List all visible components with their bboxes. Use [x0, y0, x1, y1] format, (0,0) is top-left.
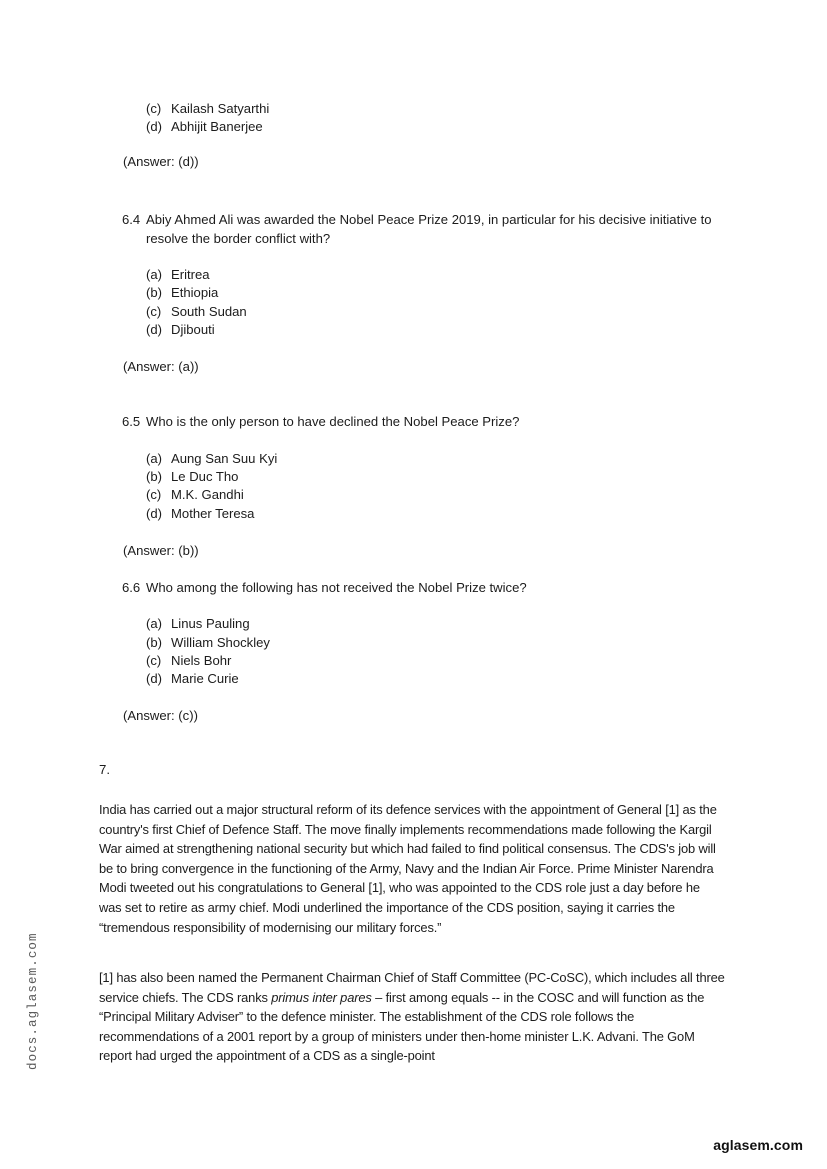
list-item [146, 505, 254, 524]
question-number: 6.4 [122, 212, 141, 227]
question-text: Who is the only person to have declined the Nobel Peace Prize? [146, 414, 520, 429]
list-item [146, 486, 244, 505]
option-text: Aung San Suu Kyi [171, 451, 278, 466]
question-text: Who among the following has not received the Nobel Prize twice? [146, 580, 527, 595]
list-item [146, 634, 270, 653]
list-item [146, 284, 218, 303]
option-label: (c) [146, 101, 162, 116]
option-label: (c) [146, 653, 162, 668]
option-label: (d) [146, 322, 163, 337]
option-label: (b) [146, 635, 163, 650]
list-item [146, 266, 210, 285]
option-label: (a) [146, 451, 163, 466]
option-text: Djibouti [171, 322, 215, 337]
list-item [146, 303, 247, 322]
answer-line: (Answer: (c)) [123, 708, 198, 723]
option-text: South Sudan [171, 304, 247, 319]
option-text: Ethiopia [171, 285, 219, 300]
option-text: Niels Bohr [171, 653, 232, 668]
footer-brand-text: aglasem.com [713, 1137, 803, 1153]
answer-line: (Answer: (b)) [123, 543, 199, 558]
answer-line: (Answer: (d)) [123, 154, 199, 169]
option-text: Eritrea [171, 267, 210, 282]
question-heading [122, 211, 748, 248]
option-text: Mother Teresa [171, 506, 255, 521]
option-text: Linus Pauling [171, 616, 250, 631]
option-label: (c) [146, 487, 162, 502]
list-item [146, 652, 231, 671]
list-item [146, 100, 269, 119]
list-item [146, 118, 263, 137]
list-item [146, 468, 238, 487]
option-text: Abhijit Banerjee [171, 119, 263, 134]
paragraph2-lead: [1] has also been named the Permanent Chairman Chief of Staff Committee (PC-CoSC), which includes all three service chiefs. The CDS ranks [99, 970, 725, 1005]
list-item [146, 450, 277, 469]
option-label: (a) [146, 616, 163, 631]
question-text: Abiy Ahmed Ali was awarded the Nobel Peace Prize 2019, in particular for his decisive initiative to resolve the border conflict with? [146, 212, 712, 246]
section7-paragraph-1: India has carried out a major structural reform of its defence services with the appointment of General [1] as the country's first Chief of Defence Staff. The move finally implements recommendations made following the Kargil War aimed at strengthening national security but which had failed to find political consensus. The CDS's job will be to bring convergence in the functioning of the Army, Navy and the Indian Air Force. Prime Minister Narendra Modi tweeted out his congratulations to General [1], who was appointed to the CDS role just a day before he was set to retire as army chief. Modi underlined the importance of the CDS position, saying it carries the “tremendous responsibility of modernising our military forces.” [99, 802, 717, 935]
option-label: (a) [146, 267, 163, 282]
option-text: Le Duc Tho [171, 469, 239, 484]
option-label: (d) [146, 119, 163, 134]
option-label: (b) [146, 469, 163, 484]
paragraph2-tail: – first among equals -- in the COSC and will function as the “Principal Military Adviser” to the defence minister. The establishment of the CDS role follows the recommendations of a 2001 report by a group of ministers under then-home minister L.K. Advani. The GoM report had urged the appointment of a CDS as a single-point [99, 989, 705, 1064]
option-text: M.K. Gandhi [171, 487, 244, 502]
section-number-7: 7. [99, 762, 111, 777]
option-label: (d) [146, 506, 163, 521]
list-item [146, 670, 239, 689]
option-text: William Shockley [171, 635, 270, 650]
option-label: (b) [146, 285, 163, 300]
question-heading [122, 413, 748, 432]
option-text: Marie Curie [171, 671, 239, 686]
side-watermark-text: docs.aglasem.com [26, 932, 40, 1070]
section7-paragraph-2 [99, 968, 725, 1066]
option-label: (c) [146, 304, 162, 319]
question-number: 6.5 [122, 414, 141, 429]
option-label: (d) [146, 671, 163, 686]
question-heading [122, 579, 748, 598]
answer-line: (Answer: (a)) [123, 359, 199, 374]
paragraph2-italic-phrase: primus inter pares [271, 989, 372, 1005]
option-text: Kailash Satyarthi [171, 101, 270, 116]
question-number: 6.6 [122, 580, 141, 595]
list-item [146, 321, 215, 340]
list-item [146, 615, 250, 634]
